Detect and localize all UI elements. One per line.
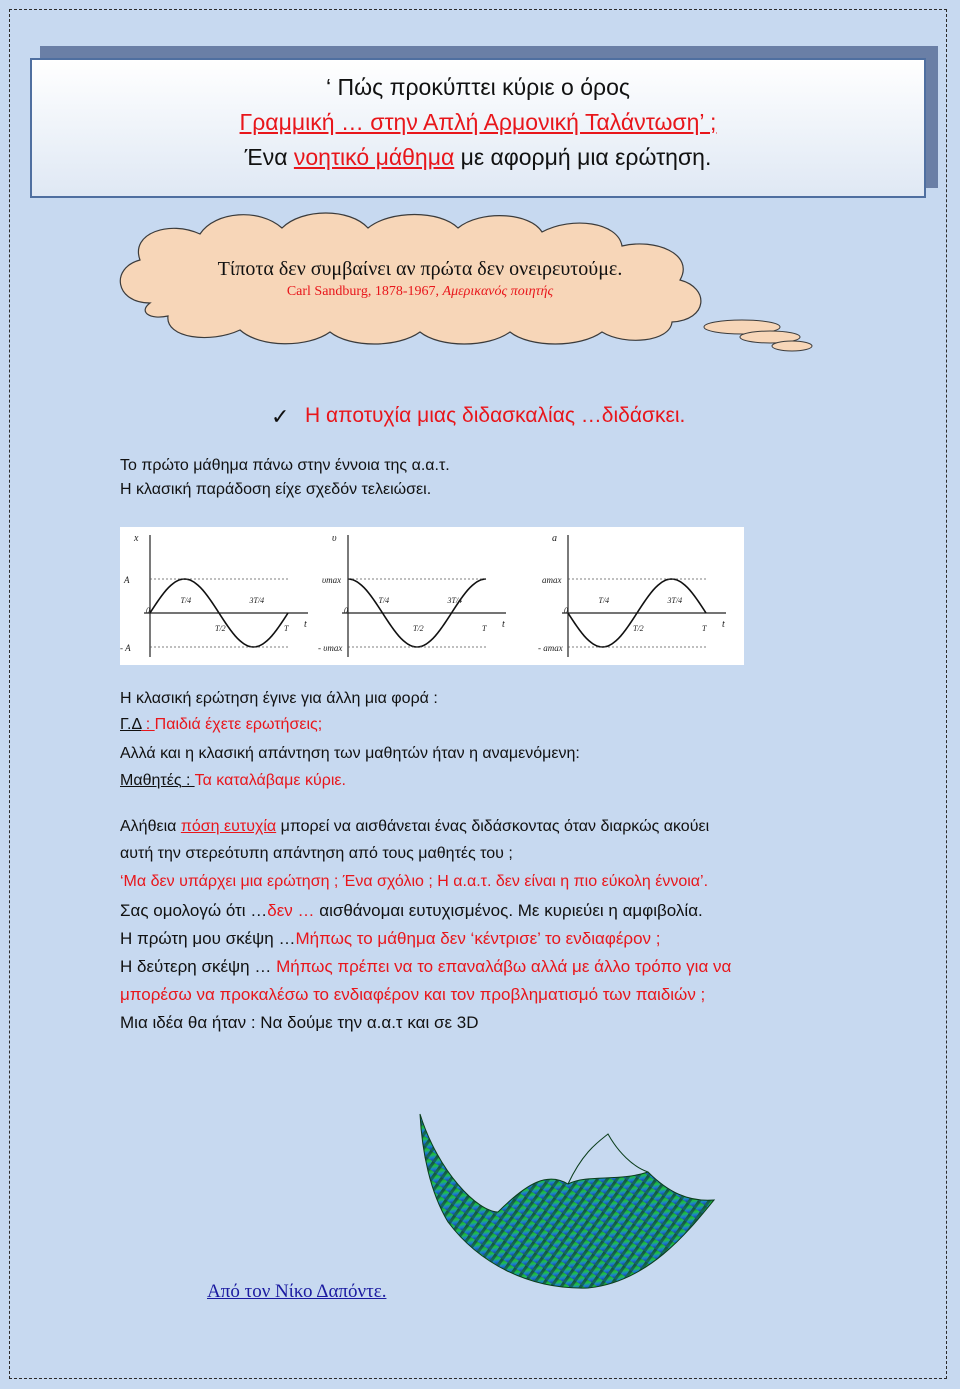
y-axis-label-2: a xyxy=(552,533,557,544)
x-axis-label-0: t xyxy=(304,619,307,630)
reflection-line-3: ‘Μα δεν υπάρχει μια ερώτηση ; Ένα σχόλιο ; Η α.α.τ. δεν είναι η πιο εύκολη έννοια’. xyxy=(120,873,709,890)
students-sep: : xyxy=(181,772,195,789)
top-label-0: A xyxy=(124,575,130,585)
cloud-quote-author xyxy=(110,284,730,300)
cloud-trail-bubbles xyxy=(700,318,820,358)
cloud-quote-text: Τίποτα δεν συμβαίνει αν πρώτα δεν ονειρευτούμε. xyxy=(217,258,623,280)
teacher-question xyxy=(120,716,322,734)
reflection-p6-a: Η δεύτερη σκέψη … xyxy=(120,957,277,976)
reflection-p5-red: Μήπως το μάθημα δεν ‘κέντρισε’ το ενδιαφέρον ; xyxy=(295,929,661,948)
intro-line-1: Το πρώτο μάθημα πάνω στην έννοια της α.α.τ. xyxy=(120,457,450,474)
quote-author-name: Carl Sandburg, 1878-1967, xyxy=(286,284,443,299)
tick-label-1-4: T xyxy=(482,624,487,633)
reflection-line-5 xyxy=(120,929,661,949)
reflection-p5-a: Η πρώτη μου σκέψη … xyxy=(120,929,296,948)
y-axis-label-1: υ xyxy=(332,533,337,544)
reflection-p6-red: Μήπως πρέπει να το επαναλάβω αλλά με άλλο τρόπο για να xyxy=(276,957,732,976)
students-answer xyxy=(120,772,346,790)
tick-label-2-1: T/4 xyxy=(598,596,610,605)
tick-label-0-0: 0 xyxy=(146,606,150,615)
title-line-3-suffix: με αφορμή μια ερώτηση. xyxy=(454,144,712,170)
title-line-3 xyxy=(32,140,924,175)
tick-label-1-0: 0 xyxy=(344,606,348,615)
3d-surface-image xyxy=(418,1112,718,1292)
bottom-label-2: - amax xyxy=(538,643,563,653)
title-box xyxy=(30,58,926,198)
reflection-line-8: Μια ιδέα θα ήταν : Να δούμε την α.α.τ και σε 3D xyxy=(120,1013,479,1032)
title-line-2: Γραμμική … στην Απλή Αρμονική Ταλάντωση’ ; xyxy=(239,109,717,135)
check-item-text: Η αποτυχία μιας διδασκαλίας …διδάσκει. xyxy=(305,404,686,427)
title-line-1: ‘ Πώς προκύπτει κύριε ο όρος xyxy=(326,74,630,100)
title-line-3-prefix: Ένα xyxy=(244,144,294,170)
top-label-2: amax xyxy=(542,575,562,585)
quote-author-desc: Αμερικανός ποιητής xyxy=(442,284,554,299)
teacher-label: Γ.Δ xyxy=(120,716,142,733)
reflection-p4-red: δεν … xyxy=(267,901,315,920)
y-axis-label-0: x xyxy=(134,533,139,544)
reflection-line-6 xyxy=(120,957,731,977)
top-label-1: υmax xyxy=(322,575,342,585)
sinusoid-graphs xyxy=(120,527,744,665)
intro-line-2: Η κλασική παράδοση είχε σχεδόν τελειώσει. xyxy=(120,481,432,498)
bottom-label-0: - A xyxy=(120,643,131,653)
students-text: Τα καταλάβαμε κύριε. xyxy=(194,772,346,789)
tick-label-0-2: T/2 xyxy=(215,624,226,633)
tick-label-1-2: T/2 xyxy=(413,624,424,633)
tick-label-0-1: T/4 xyxy=(180,596,192,605)
teacher-text: Παιδιά έχετε ερωτήσεις; xyxy=(154,716,323,733)
reflection-p4-b: αισθάνομαι ευτυχισμένος. Με κυριεύει η αμφιβολία. xyxy=(314,901,703,920)
tick-label-2-0: 0 xyxy=(564,606,568,615)
teacher-sep: : xyxy=(141,716,155,733)
reflection-p1-a: Αλήθεια xyxy=(120,818,181,835)
dialogue-line-3: Αλλά και η κλασική απάντηση των μαθητών ήταν η αναμενόμενη: xyxy=(120,745,580,762)
reflection-p4-a: Σας ομολογώ ότι … xyxy=(120,901,268,920)
reflection-p1-b: μπορεί να αισθάνεται ένας διδάσκοντας όταν διαρκώς ακούει xyxy=(276,818,710,835)
x-axis-label-1: t xyxy=(502,619,505,630)
tick-label-1-3: 3T/4 xyxy=(447,596,463,605)
x-axis-label-2: t xyxy=(722,619,725,630)
tick-label-1-1: T/4 xyxy=(378,596,390,605)
bottom-label-1: - υmax xyxy=(318,643,343,653)
reflection-line-7: μπορέσω να προκαλέσω το ενδιαφέρον και τον προβληματισμό των παιδιών ; xyxy=(120,985,706,1004)
reflection-line-4 xyxy=(120,901,703,921)
reflection-p1-link[interactable]: πόση ευτυχία xyxy=(180,818,277,835)
tick-label-0-4: T xyxy=(284,624,289,633)
reflection-line-1 xyxy=(120,818,709,836)
tick-label-2-4: T xyxy=(702,624,707,633)
checkmark-icon: ✓ xyxy=(271,404,290,429)
reflection-line-2: αυτή την στερεότυπη απάντηση από τους μαθητές του ; xyxy=(120,845,513,862)
tick-label-2-2: T/2 xyxy=(633,624,644,633)
author-link[interactable]: Από τον Νίκο Δαπόντε. xyxy=(207,1281,387,1302)
dialogue-line-1: Η κλασική ερώτηση έγινε για άλλη μια φορά : xyxy=(120,690,438,707)
tick-label-0-3: 3T/4 xyxy=(249,596,265,605)
tick-label-2-3: 3T/4 xyxy=(667,596,683,605)
students-label: Μαθητές xyxy=(120,772,182,789)
title-line-3-link[interactable]: νοητικό μάθημα xyxy=(293,144,455,170)
